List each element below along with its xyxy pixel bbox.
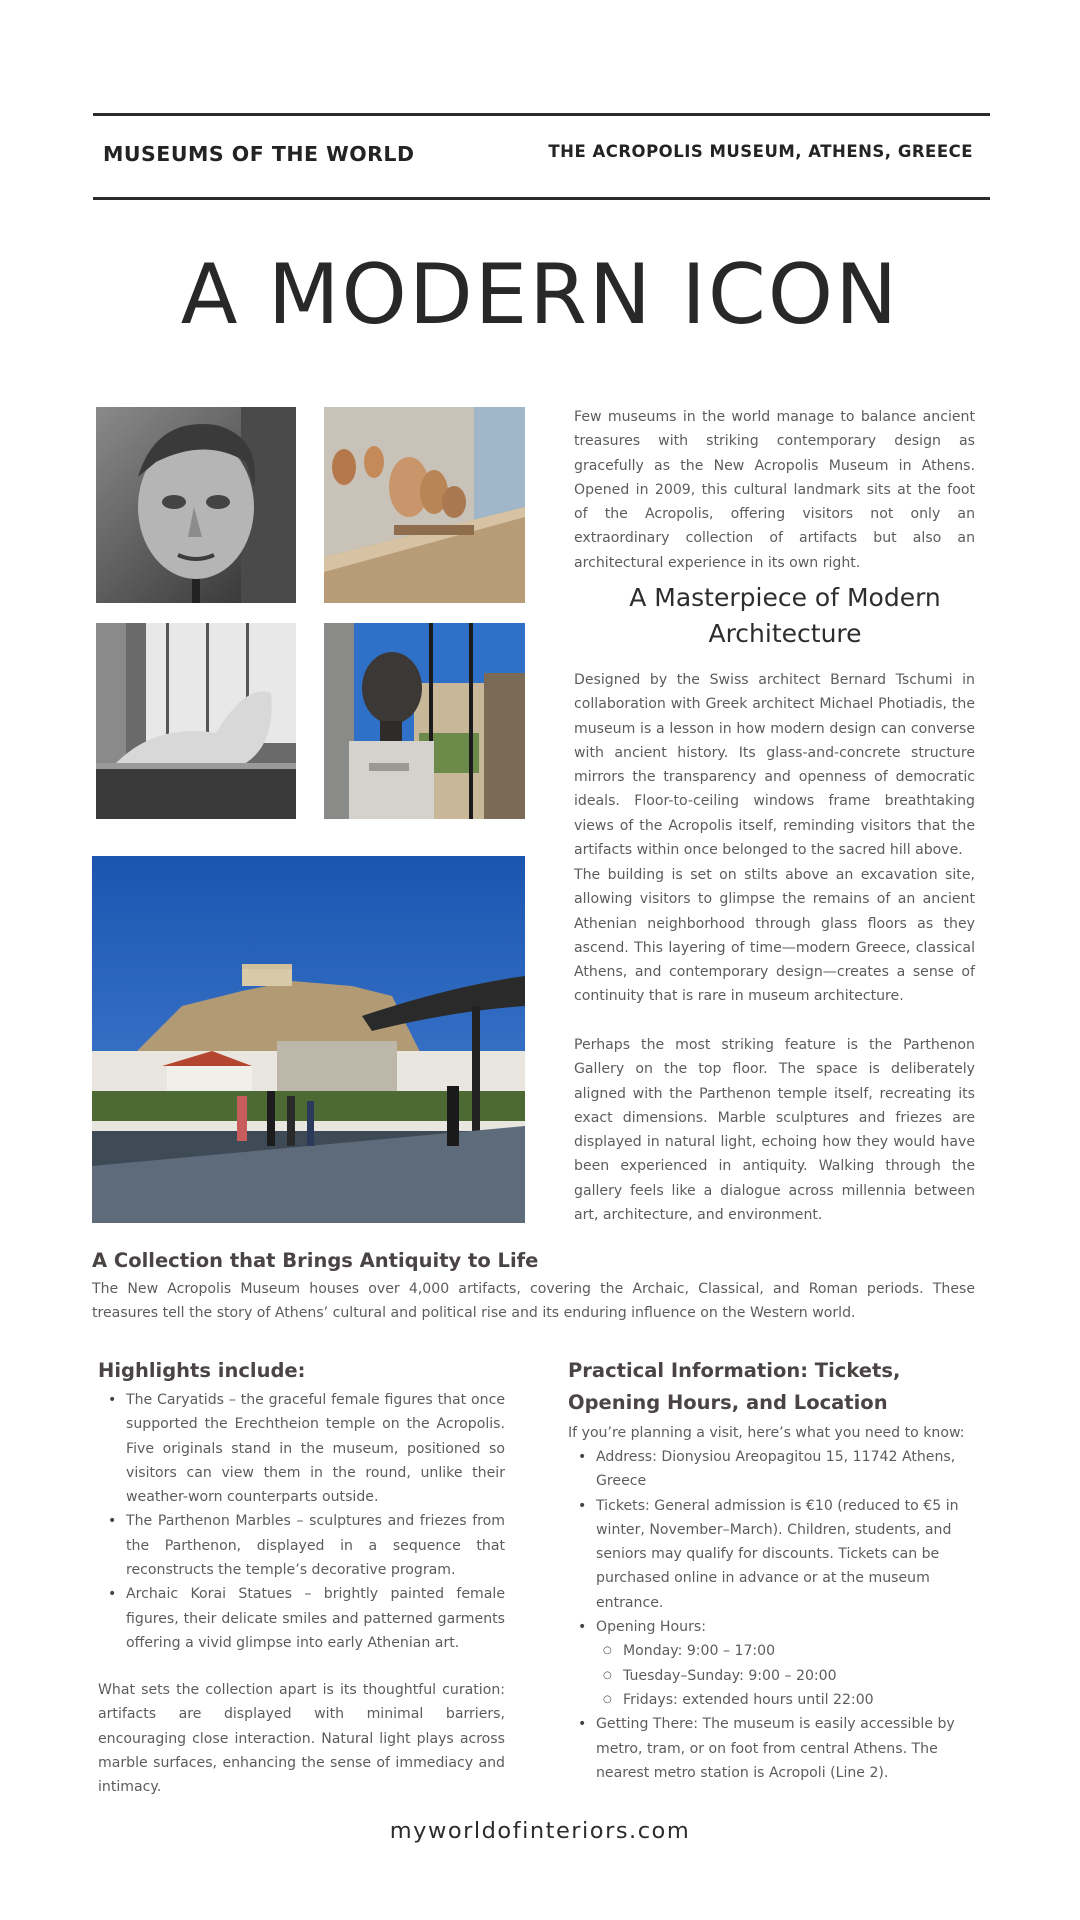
- highlights-list: [98, 1388, 505, 1655]
- footer-website: myworldofinteriors.com: [389, 1818, 691, 1844]
- list-item: • Archaic Korai Statues – brightly painted female figures, their delicate smiles and patterned garments offering a vivid glimpse into early Athenian art.: [98, 1582, 505, 1655]
- header-top-rule: [93, 113, 990, 116]
- hours-tuesday-sunday: ○ Tuesday–Sunday: 9:00 – 20:00: [568, 1664, 968, 1688]
- frieze-gallery-photo: [324, 407, 525, 603]
- getting-there-item: • Getting There: The museum is easily accessible by metro, tram, or on foot from central Athens. The nearest metro station is Acropoli (Line 2).: [568, 1712, 968, 1785]
- page-title: A MODERN ICON: [180, 246, 900, 343]
- list-item: • The Parthenon Marbles – sculptures and friezes from the Parthenon, displayed in a sequence that reconstructs the temple’s decorative program.: [98, 1509, 505, 1582]
- practical-list: [568, 1445, 968, 1785]
- acropolis-terrace-photo: [92, 856, 525, 1223]
- museum-location: THE ACROPOLIS MUSEUM, ATHENS, GREECE: [548, 142, 973, 161]
- practical-heading: Practical Information: Tickets, Opening Hours, and Location: [568, 1359, 901, 1414]
- hours-item: • Opening Hours:: [568, 1615, 968, 1639]
- tickets-item: • Tickets: General admission is €10 (reduced to €5 in winter, November–March). Children, students, and seniors may qualify for discounts. Tickets can be purchased online in advance or at the museum entrance.: [568, 1494, 968, 1615]
- bust-window-photo: [324, 623, 525, 819]
- architecture-paragraph-1: Designed by the Swiss architect Bernard Tschumi in collaboration with Greek architect Michael Photiadis, the museum is a lesson in how modern design can converse with ancient history. Its glass-and-concrete structure mirrors the transparency and openness of democratic ideals. Floor-to-ceiling windows frame breathtaking views of the Acropolis itself, reminding visitors that the artifacts within once belonged to the sacred hill above.: [574, 672, 975, 859]
- practical-intro: If you’re planning a visit, here’s what you need to know:: [568, 1425, 965, 1441]
- address-item: • Address: Dionysiou Areopagitou 15, 11742 Athens, Greece: [568, 1445, 968, 1494]
- hours-fridays: ○ Fridays: extended hours until 22:00: [568, 1688, 968, 1712]
- highlights-heading: Highlights include:: [98, 1359, 306, 1382]
- architecture-heading: A Masterpiece of Modern Architecture: [629, 583, 941, 648]
- collection-heading: A Collection that Brings Antiquity to Life: [92, 1249, 539, 1272]
- list-item: • The Caryatids – the graceful female figures that once supported the Erechtheion temple on the Acropolis. Five originals stand in the museum, positioned so visitors can view them in the round, unlike their weather-worn counterparts outside.: [98, 1388, 505, 1509]
- architecture-paragraph-2: The building is set on stilts above an excavation site, allowing visitors to glimpse the remains of an ancient Athenian neighborhood through glass floors as they ascend. This layering of time—modern Greece, classical Athens, and contemporary design—creates a sense of continuity that is rare in museum architecture.: [574, 867, 975, 1005]
- reclining-statue-photo: [96, 623, 296, 819]
- highlights-closing: What sets the collection apart is its thoughtful curation: artifacts are displayed with minimal barriers, encouraging close interaction. Natural light plays across marble surfaces, enhancing the sense of immediacy and intimacy.: [98, 1682, 505, 1796]
- collection-paragraph: The New Acropolis Museum houses over 4,000 artifacts, covering the Archaic, Classical, and Roman periods. These treasures tell the story of Athens’ cultural and political rise and its enduring influence on the Western world.: [92, 1281, 975, 1322]
- hours-monday: ○ Monday: 9:00 – 17:00: [568, 1639, 968, 1663]
- series-title: MUSEUMS OF THE WORLD: [103, 142, 415, 166]
- architecture-paragraph-3: Perhaps the most striking feature is the Parthenon Gallery on the top floor. The space is deliberately aligned with the Parthenon temple itself, recreating its exact dimensions. Marble sculptures and friezes are displayed in natural light, echoing how they would have been experienced in antiquity. Walking through the gallery feels like a dialogue across millennia between art, architecture, and environment.: [574, 1037, 975, 1224]
- header-bottom-rule: [93, 197, 990, 200]
- intro-paragraph: Few museums in the world manage to balance ancient treasures with striking contemporary design as gracefully as the New Acropolis Museum in Athens. Opened in 2009, this cultural landmark sits at the foot of the Acropolis, offering visitors not only an extraordinary collection of artifacts but also an architectural experience in its own right.: [574, 409, 975, 571]
- marble-head-photo: [96, 407, 296, 603]
